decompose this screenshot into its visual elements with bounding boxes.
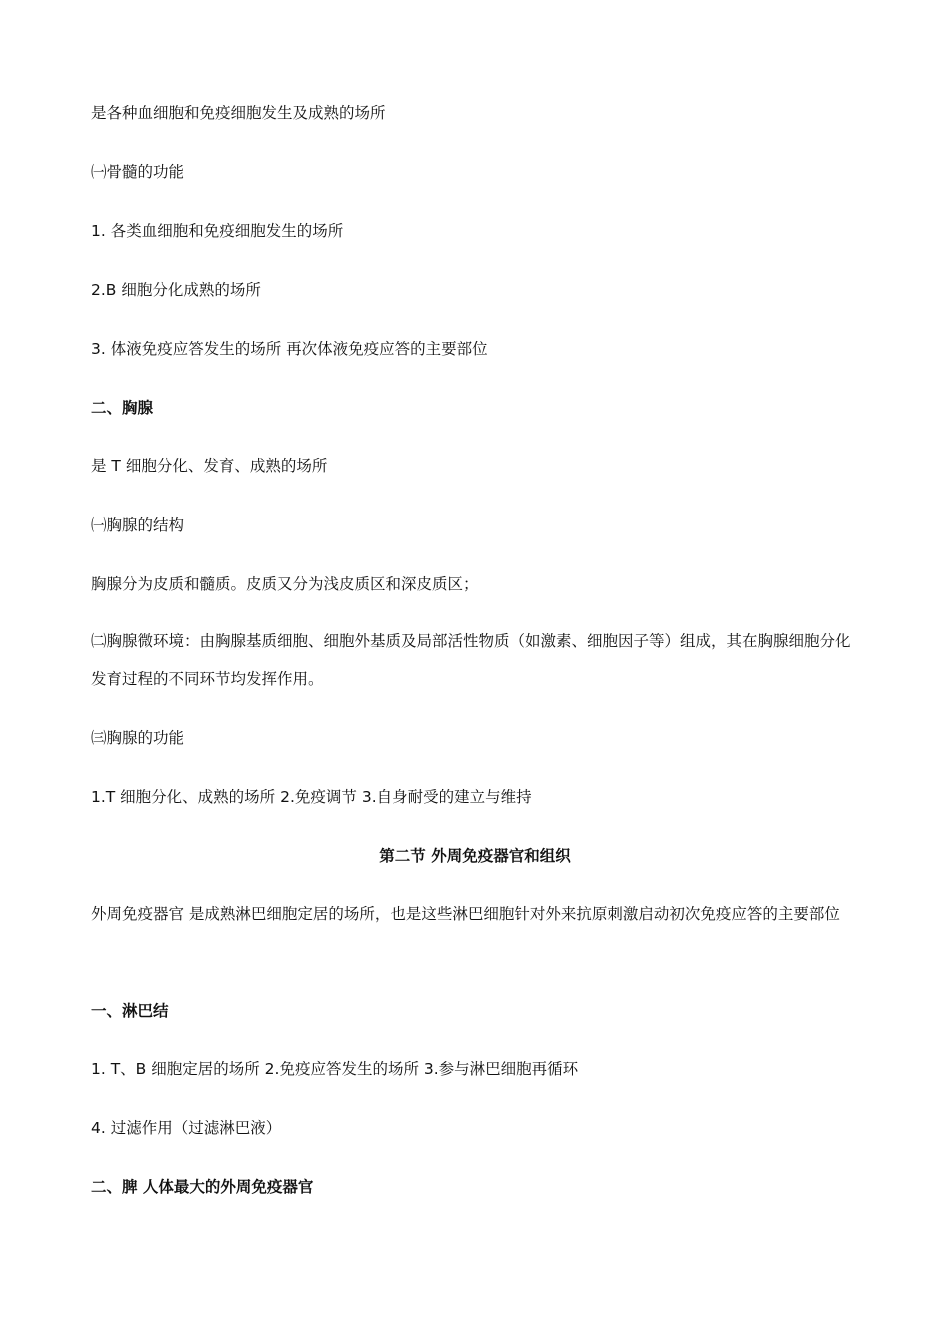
paragraph-thymus-structure: 胸腺分为皮质和髓质。皮质又分为浅皮质区和深皮质区； xyxy=(91,575,479,593)
list-item-3: 3. 体液免疫应答发生的场所 再次体液免疫应答的主要部位 xyxy=(91,340,488,358)
list-item-filtration: 4. 过滤作用（过滤淋巴液） xyxy=(91,1119,282,1137)
list-item-1: 1. 各类血细胞和免疫细胞发生的场所 xyxy=(91,222,344,240)
list-lymph-node-functions: 1. T、B 细胞定居的场所 2.免疫应答发生的场所 3.参与淋巴细胞再循环 xyxy=(91,1060,579,1078)
paragraph-bone-marrow-intro: 是各种血细胞和免疫细胞发生及成熟的场所 xyxy=(91,104,386,122)
heading-spleen: 二、脾 人体最大的外周免疫器官 xyxy=(91,1178,314,1196)
heading-thymus: 二、胸腺 xyxy=(91,399,154,417)
section-title: 第二节 外周免疫器官和组织 xyxy=(379,847,571,865)
paragraph-thymus-microenvironment: ㈡胸腺微环境：由胸腺基质细胞、细胞外基质及局部活性物质（如激素、细胞因子等）组成，其在胸腺细胞分化发育过程的不同环节均发挥作用。 xyxy=(91,632,851,688)
subheading-thymus-structure: ㈠胸腺的结构 xyxy=(91,516,185,534)
list-thymus-functions: 1.T 细胞分化、成熟的场所 2.免疫调节 3.自身耐受的建立与维持 xyxy=(91,788,532,806)
paragraph-thymus-intro: 是 T 细胞分化、发育、成熟的场所 xyxy=(91,457,328,475)
list-item-2: 2.B 细胞分化成熟的场所 xyxy=(91,281,261,299)
subheading-bone-marrow-function: ㈠骨髓的功能 xyxy=(91,163,185,181)
heading-lymph-node: 一、淋巴结 xyxy=(91,1002,169,1020)
subheading-thymus-function: ㈢胸腺的功能 xyxy=(91,729,185,747)
paragraph-peripheral-organs: 外周免疫器官 是成熟淋巴细胞定居的场所，也是这些淋巴细胞针对外来抗原刺激启动初次免疫应答的主要部位 xyxy=(91,905,840,923)
